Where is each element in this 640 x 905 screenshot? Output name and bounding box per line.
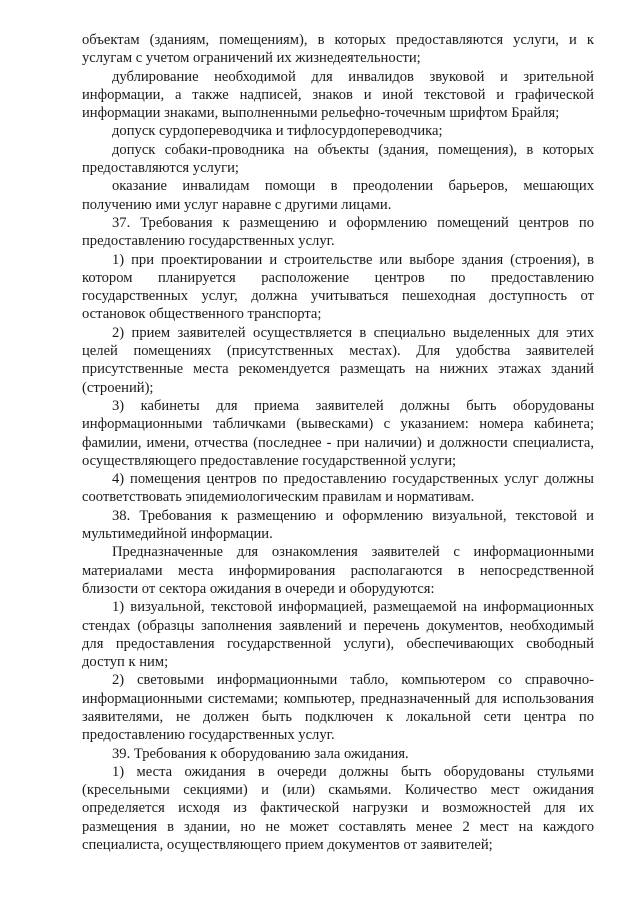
paragraph: 2) прием заявителей осуществляется в специально выделенных для этих целей помещениях (присутственных местах). Для удобства заявителей присутственные места рекомендуется размещать на нижних этажах зданий (строений); (82, 324, 594, 396)
paragraph: 1) визуальной, текстовой информацией, размещаемой на информационных стендах (образцы заполнения заявлений и перечень документов, необходимый для предоставления государственной услуги), обеспечивающих свободный доступ к ним; (82, 599, 594, 671)
paragraph: допуск сурдопереводчика и тифлосурдопереводчика; (112, 123, 443, 140)
section-heading-37: 37. Требования к размещению и оформлению помещений центров по предоставлению государственных услуг. (82, 214, 594, 250)
document-body (82, 31, 594, 854)
paragraph: 4) помещения центров по предоставлению государственных услуг должны соответствовать эпидемиологическим правилам и нормативам. (82, 471, 594, 506)
paragraph: Предназначенные для ознакомления заявителей с информационными материалами места информирования располагаются в непосредственной близости от сектора ожидания в очереди и оборудуются: (82, 544, 594, 597)
paragraph: допуск собаки-проводника на объекты (здания, помещения), в которых предоставляются услуги; (82, 141, 594, 177)
section-heading-39: 39. Требования к оборудованию зала ожидания. (112, 745, 409, 762)
section-heading-38: 38. Требования к размещению и оформлению визуальной, текстовой и мультимедийной информации. (82, 507, 594, 543)
paragraph: 3) кабинеты для приема заявителей должны быть оборудованы информационными табличками (вывесками) с указанием: номера кабинета; фамилии, имени, отчества (последнее - при наличии) и должности специалиста, осуществляющего предоставление государственной услуги; (82, 397, 594, 469)
paragraph: 1) при проектировании и строительстве или выборе здания (строения), в котором планируется расположение центров по предоставлению государственных услуг, должна учитываться пешеходная доступность от остановок общественного транспорта; (82, 251, 594, 323)
paragraph: дублирование необходимой для инвалидов звуковой и зрительной информации, а также надписей, знаков и иной текстовой и графической информации знаками, выполненными рельефно-точечным шрифтом Брайля; (82, 68, 594, 122)
paragraph-continuation: объектам (зданиям, помещениям), в которых предоставляются услуги, и к услугам с учетом ограничений их жизнедеятельности; (82, 32, 594, 67)
paragraph: 2) световыми информационными табло, компьютером со справочно-информационными системами; компьютер, предназначенный для использования заявителями, не должен быть подключен к локальной сети центра по предоставлению государственных услуг. (82, 672, 594, 744)
paragraph: 1) места ожидания в очереди должны быть оборудованы стульями (кресельными секциями) и (или) скамьями. Количество мест ожидания определяется исходя из фактической нагрузки и возможностей для их размещения в здании, но не может составлять менее 2 мест на каждого специалиста, осуществляющего прием документов от заявителей; (82, 763, 594, 854)
paragraph: оказание инвалидам помощи в преодолении барьеров, мешающих получению ими услуг наравне с другими лицами. (82, 178, 594, 213)
